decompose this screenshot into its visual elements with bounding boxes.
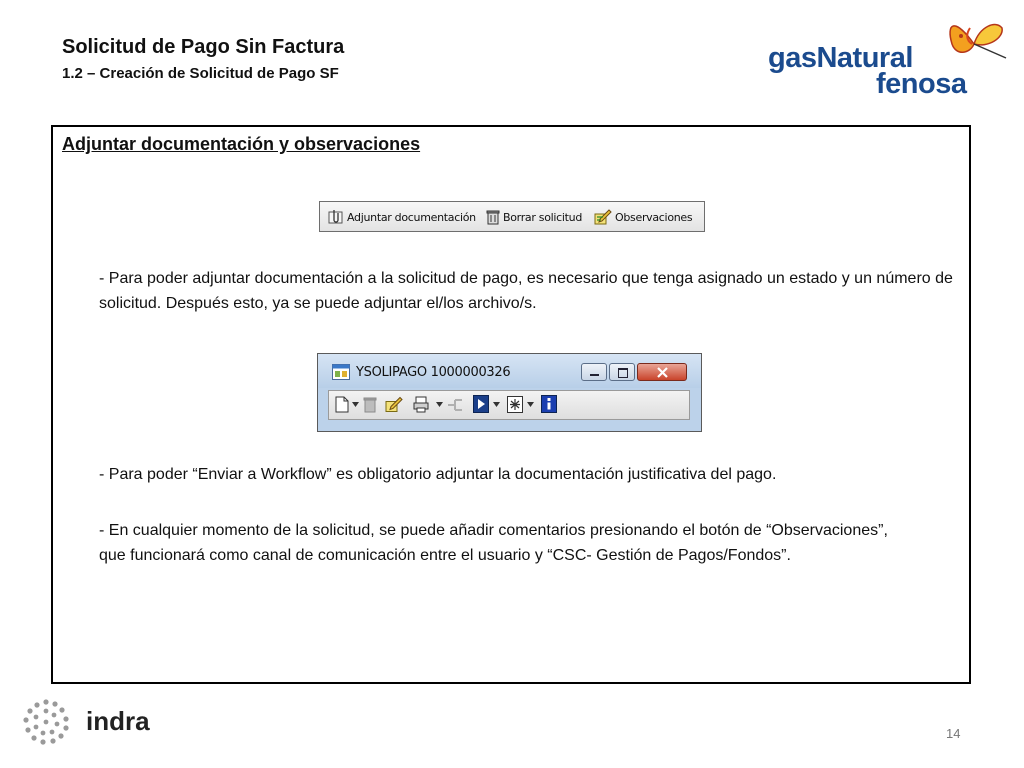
section-heading: Adjuntar documentación y observaciones [62,134,421,154]
attach-documentation-button[interactable] [328,208,476,226]
butterfly-icon [944,14,1008,68]
maximize-icon [618,368,628,378]
gasnatural-fenosa-logo [766,14,1008,104]
delete-request-label: Borrar solicitud [503,210,583,224]
sap-window-screenshot [317,353,702,432]
info-icon[interactable] [541,395,557,413]
page-number: 14 [946,726,961,741]
close-button[interactable] [637,363,687,381]
workflow-icon[interactable] [447,397,465,413]
logo-text-fenosa: fenosa [876,68,967,100]
sap-app-icon [332,364,350,380]
indra-dots-icon [22,698,70,746]
observations-label: Observaciones [615,210,693,224]
trash-icon [486,209,500,225]
chevron-down-icon[interactable] [352,402,359,407]
pencil-note-icon[interactable] [385,396,403,413]
page-subtitle: 1.2 – Creación de Solicitud de Pago SF [62,65,339,82]
paragraph-attach-requirements: - Para poder adjuntar documentación a la solicitud de pago, es necesario que tenga asignado un estado y un número de solicitud. Después esto, ya se puede adjuntar el/los archivo/s. [99,270,953,312]
observations-button[interactable] [594,208,692,226]
indra-logo [22,698,202,748]
close-icon [657,367,668,378]
paperclip-icon [328,209,344,225]
chevron-down-icon[interactable] [436,402,443,407]
sap-application-toolbar [328,390,690,420]
attach-documentation-label: Adjuntar documentación [347,210,476,224]
attachment-toolbar [319,201,705,232]
settings-icon[interactable] [507,396,523,413]
chevron-down-icon[interactable] [527,402,534,407]
new-document-icon[interactable] [335,396,349,413]
indra-wordmark: indra [86,706,150,736]
page-title: Solicitud de Pago Sin Factura [62,36,345,58]
pencil-note-icon [594,209,612,225]
chevron-down-icon[interactable] [493,402,500,407]
paragraph-observations-channel: - En cualquier momento de la solicitud, se puede añadir comentarios presionando el botón de “Observaciones”, que funcionará como canal de comunicación entre el usuario y “CSC- Gestión de Pagos/Fondos”. [99,522,888,564]
trash-icon[interactable] [363,396,377,413]
execute-icon[interactable] [473,395,489,413]
window-title: YSOLIPAGO 1000000326 [356,365,511,380]
logo-text-gasnatural: gasNatural [768,42,913,74]
delete-request-button[interactable] [486,208,582,226]
minimize-icon [590,374,599,376]
minimize-button[interactable] [581,363,607,381]
maximize-button[interactable] [609,363,635,381]
print-icon[interactable] [413,396,429,413]
paragraph-workflow-requirement: - Para poder “Enviar a Workflow” es obligatorio adjuntar la documentación justificativa del pago. [99,466,777,483]
